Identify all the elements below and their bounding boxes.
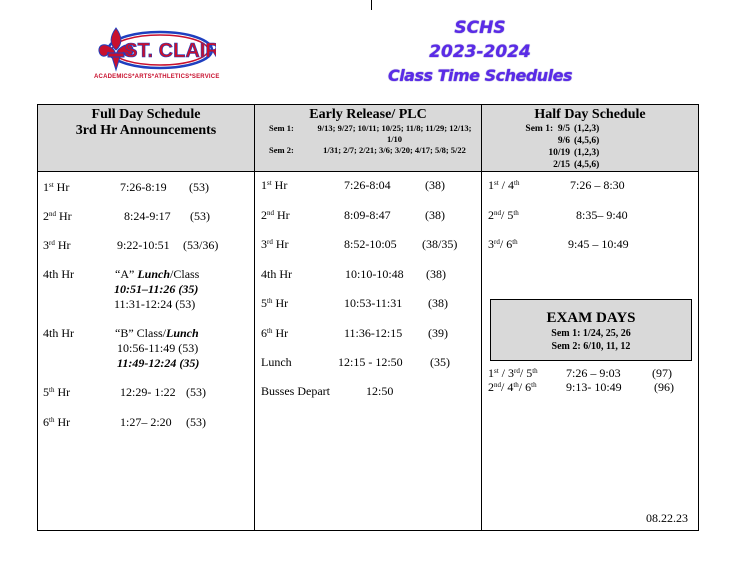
full-day-header bbox=[38, 105, 255, 172]
er-row: 5th Hr bbox=[261, 296, 289, 310]
full-day-row: 2nd Hr bbox=[43, 209, 72, 223]
er-row: 4th Hr bbox=[261, 267, 293, 281]
er-row: 3rd Hr bbox=[261, 237, 289, 251]
page-title bbox=[380, 16, 580, 88]
er-lunch-label: Lunch bbox=[261, 355, 292, 369]
full-day-row: 3rd Hr bbox=[43, 238, 71, 252]
logo-tagline: ACADEMICS*ARTS*ATHLETICS*SERVICE bbox=[94, 74, 220, 80]
early-release-sem1: Sem 1: 9/13; 9/27; 10/11; 10/25; 11/8; 11/29; 12/13; 1/10 bbox=[269, 123, 472, 144]
full-day-row: 6th Hr bbox=[43, 415, 71, 429]
er-row: 1st Hr bbox=[261, 178, 288, 192]
er-busses-label: Busses Depart bbox=[261, 384, 330, 398]
fourth-hour-label-b: 4th Hr bbox=[43, 326, 74, 340]
exam-row: 2nd/ 4th/ 6th bbox=[488, 380, 537, 394]
exam-days-title: EXAM DAYS bbox=[546, 310, 636, 326]
early-release-body: 1st Hr 7:26-8:04 (38) 2nd Hr 8:09-8:47 (38) 3rd Hr 8:52-10:05 (38/35) 4th Hr 10:10-10:48 (38) 5th Hr 10:53-11:31 (38) 6th Hr 11:36-12:15 (39) Lunch 12:15 - 12:50 (35) Busses Depart 12:50 bbox=[255, 172, 482, 531]
a-lunch-line: “A” Lunch/Class bbox=[115, 267, 200, 281]
revision-date: 08.22.23 bbox=[646, 511, 688, 525]
fleur-de-lis-logo-icon bbox=[94, 26, 216, 76]
exam-sem1: Sem 1: 1/24, 25, 26 bbox=[551, 328, 631, 339]
er-row: 2nd Hr bbox=[261, 208, 290, 222]
title-subtitle: Class Time Schedules bbox=[387, 66, 573, 85]
exam-sem2: Sem 2: 6/10, 11, 12 bbox=[551, 341, 631, 352]
b-lunch-line: “B” Class/Lunch bbox=[115, 326, 199, 340]
exam-row: 1st / 3rd/ 5th bbox=[488, 366, 538, 380]
full-day-subtitle: 3rd Hr Announcements bbox=[75, 123, 217, 138]
logo-text: ST. CLAIR bbox=[124, 40, 216, 62]
schedule-table bbox=[37, 104, 699, 531]
half-day-body: 1st / 4th 7:26 – 8:30 2nd/ 5th 8:35– 9:40 3rd/ 6th 9:45 – 10:49 EXAM DAYS Sem 1: 1/24, 25, 26 Sem 2: 6/10, 11, 12 1st / 3rd/ 5th 7:26 – 9:03 (97) 2nd/ 4th/ 6th 9:13- 10:49 (96) 08.22.23 bbox=[482, 172, 699, 531]
early-release-header bbox=[255, 105, 482, 172]
er-row: 6th Hr bbox=[261, 326, 289, 340]
title-year: 2023-2024 bbox=[429, 42, 531, 62]
hd-row: 2nd/ 5th bbox=[488, 208, 519, 222]
page-top-marker bbox=[371, 0, 372, 10]
full-day-body: 1st Hr 7:26-8:19 (53) 2nd Hr 8:24-9:17 (53) 3rd Hr 9:22-10:51 (53/36) 4th Hr “A” Lunch/Class 10:51–11:26 (35) 11:31-12:24 (53) 4th Hr “B” Class/Lunch 10:56-11:49 (53) 11:49-12:24 (35) 5th Hr 12:29- 1:22 (53) 6th Hr 1:27– 2:20 (53) bbox=[38, 172, 255, 531]
half-day-header bbox=[482, 105, 699, 172]
full-day-row: 1st Hr bbox=[43, 180, 70, 194]
title-school: SCHS bbox=[454, 18, 506, 38]
half-day-title: Half Day Schedule bbox=[534, 107, 646, 122]
half-day-dates: Sem 1: 9/5 (1,2,3) 9/6 (4,5,6) 10/19 (1,2,3) 2/15 (4,5,6) bbox=[525, 124, 600, 170]
early-release-sem2: Sem 2: 1/31; 2/7; 2/21; 3/6; 3/20; 4/17; 5/8; 5/22 bbox=[269, 145, 466, 155]
hd-row: 3rd/ 6th bbox=[488, 237, 518, 251]
full-day-row: 5th Hr bbox=[43, 385, 71, 399]
full-day-title: Full Day Schedule bbox=[91, 107, 201, 122]
hd-row: 1st / 4th bbox=[488, 178, 520, 192]
early-release-title: Early Release/ PLC bbox=[309, 107, 427, 122]
exam-days-box bbox=[490, 299, 692, 361]
fourth-hour-label: 4th Hr bbox=[43, 267, 74, 281]
